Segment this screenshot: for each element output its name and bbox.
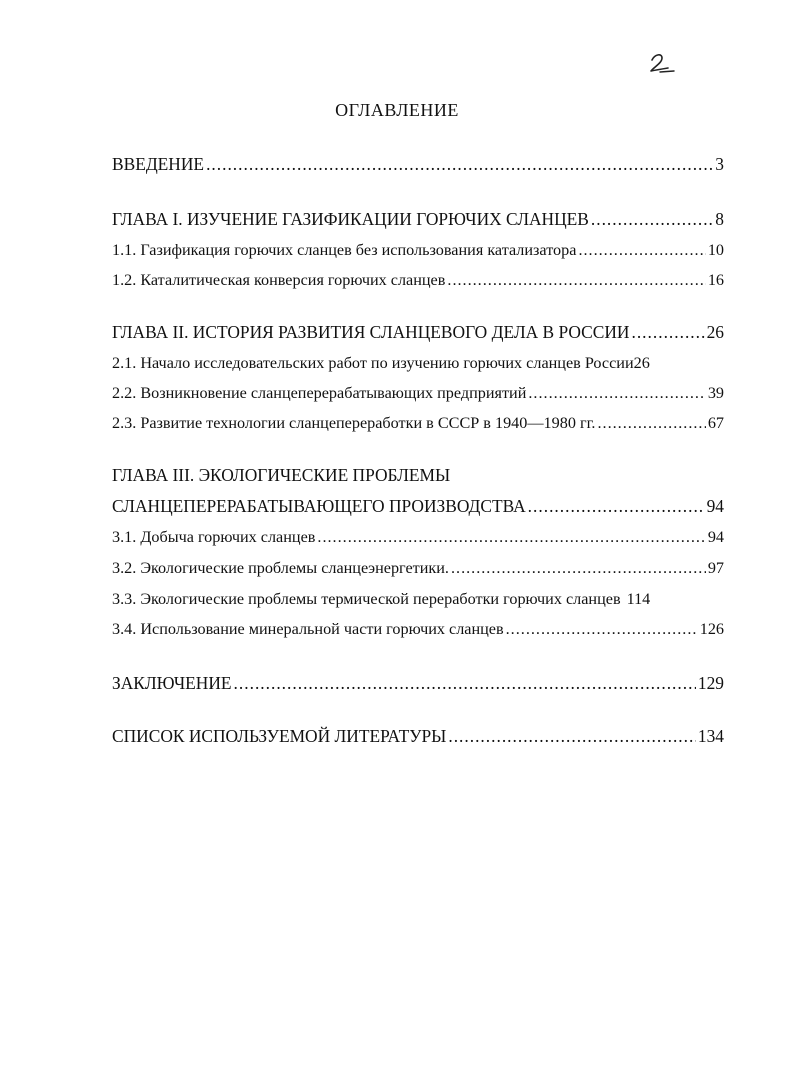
toc-dot-leader	[448, 724, 696, 748]
toc-entry-label: ЗАКЛЮЧЕНИЕ	[112, 673, 232, 693]
toc-entry-label: ВВЕДЕНИЕ	[112, 154, 205, 174]
toc-entry-page: 134	[697, 726, 724, 746]
toc-entry-label: 3.4. Использование минеральной части горючих сланцев	[112, 620, 504, 638]
toc-dot-leader	[206, 152, 713, 176]
toc-entry-chapter-3-line-1[interactable]	[112, 463, 724, 487]
toc-dot-leader	[578, 238, 705, 262]
toc-dot-leader	[234, 671, 696, 695]
toc-entry-label: ГЛАВА III. ЭКОЛОГИЧЕСКИЕ ПРОБЛЕМЫ	[112, 465, 451, 485]
toc-entry-section-2-2[interactable]	[112, 381, 724, 405]
toc-entry-chapter-1[interactable]	[112, 207, 724, 231]
toc-entry-page: 126	[699, 620, 724, 638]
toc-entry-chapter-3-line-2[interactable]	[112, 494, 724, 518]
toc-entry-section-2-3[interactable]	[112, 411, 724, 435]
toc-entry-introduction[interactable]	[112, 152, 724, 176]
toc-entry-label: 1.2. Каталитическая конверсия горючих сланцев	[112, 271, 446, 289]
toc-entry-label: 2.3. Развитие технологии сланцепереработки в СССР в 1940—1980 гг.	[112, 414, 596, 432]
toc-dot-leader	[528, 494, 705, 518]
toc-entry-page: 97	[707, 559, 724, 577]
toc-entry-bibliography[interactable]	[112, 724, 724, 748]
toc-entry-section-2-1[interactable]	[112, 351, 724, 375]
toc-entry-label: 1.1. Газификация горючих сланцев без использования катализатора	[112, 241, 577, 259]
toc-entry-page: 3	[715, 154, 724, 174]
toc-entry-section-1-1[interactable]	[112, 238, 724, 262]
toc-entry-page: 94	[707, 528, 724, 546]
toc-dot-leader	[631, 320, 704, 344]
toc-dot-leader	[447, 268, 705, 292]
toc-dot-leader	[317, 525, 705, 549]
toc-entry-page: 67	[707, 414, 724, 432]
toc-entry-label: 2.1. Начало исследовательских работ по изучению горючих сланцев России	[112, 354, 634, 372]
toc-entry-section-3-2[interactable]	[112, 556, 724, 580]
toc-entry-label: ГЛАВА I. ИЗУЧЕНИЕ ГАЗИФИКАЦИИ ГОРЮЧИХ СЛАНЦЕВ	[112, 209, 589, 229]
toc-entry-label: СПИСОК ИСПОЛЬЗУЕМОЙ ЛИТЕРАТУРЫ	[112, 726, 447, 746]
handwritten-page-number-mark	[646, 44, 686, 78]
toc-entry-label: 3.3. Экологические проблемы термической переработки горючих сланцев	[112, 590, 621, 608]
toc-entry-section-3-3[interactable]	[112, 587, 724, 611]
toc-entry-section-1-2[interactable]	[112, 268, 724, 292]
toc-entry-label: 2.2. Возникновение сланцеперерабатывающих предприятий	[112, 384, 527, 402]
toc-dot-leader	[597, 411, 705, 435]
toc-entry-page: 10	[707, 241, 724, 259]
toc-entry-label: 3.2. Экологические проблемы сланцеэнергетики.	[112, 559, 449, 577]
toc-entry-page: 26	[633, 354, 650, 372]
toc-title: ОГЛАВЛЕНИЕ	[335, 100, 459, 120]
toc-dot-leader	[591, 207, 713, 231]
toc-dot-leader	[506, 617, 698, 641]
toc-entry-section-3-1[interactable]	[112, 525, 724, 549]
toc-dot-leader	[528, 381, 705, 405]
handwritten-page-number	[646, 44, 686, 78]
toc-entry-label: 3.1. Добыча горючих сланцев	[112, 528, 316, 546]
toc-entry-page: 94	[706, 496, 724, 516]
toc-entry-page: 26	[706, 322, 724, 342]
toc-entry-section-3-4[interactable]	[112, 617, 724, 641]
toc-entry-page: 39	[707, 384, 724, 402]
toc-entry-page: 114	[626, 590, 651, 608]
toc-entry-page: 129	[697, 673, 724, 693]
toc-dot-leader	[451, 556, 706, 580]
toc-entry-conclusion[interactable]	[112, 671, 724, 695]
toc-entry-label: ГЛАВА II. ИСТОРИЯ РАЗВИТИЯ СЛАНЦЕВОГО ДЕЛА В РОССИИ	[112, 322, 630, 342]
toc-entry-page: 8	[715, 209, 724, 229]
toc-entry-chapter-2[interactable]	[112, 320, 724, 344]
toc-entry-page: 16	[707, 271, 724, 289]
toc-entry-label: СЛАНЦЕПЕРЕРАБАТЫВАЮЩЕГО ПРОИЗВОДСТВА	[112, 496, 526, 516]
